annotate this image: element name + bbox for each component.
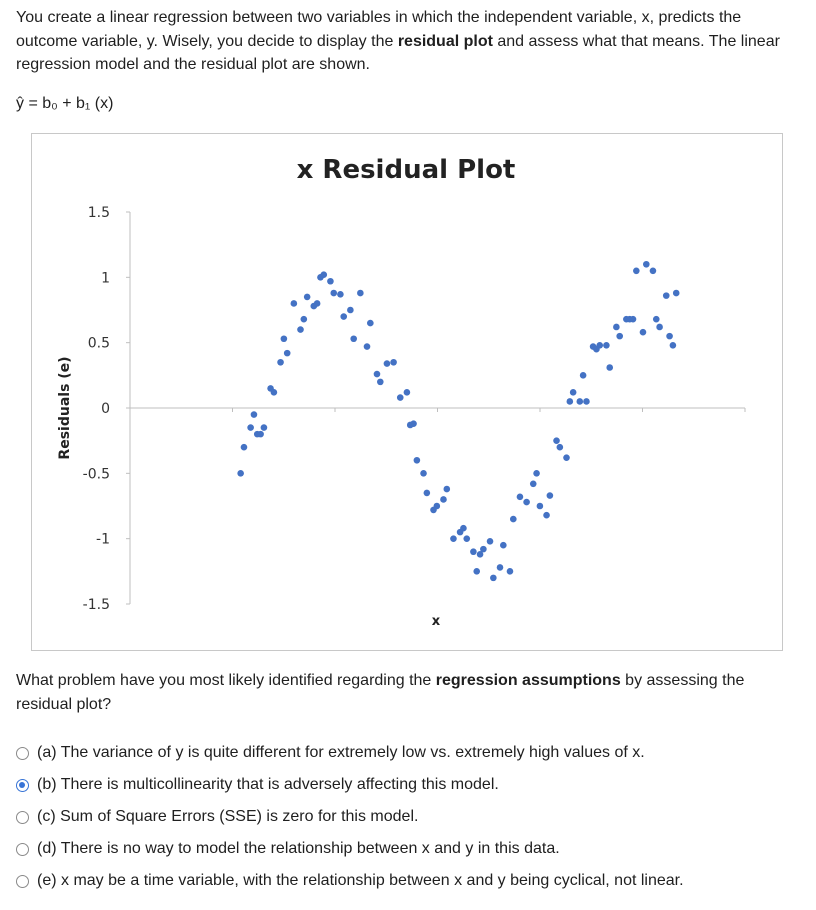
data-point	[463, 535, 470, 542]
data-point	[301, 316, 308, 323]
data-point	[507, 568, 514, 575]
data-points	[237, 261, 679, 581]
option-b-label: (b) There is multicollinearity that is adversely affecting this model.	[37, 776, 499, 793]
data-point	[653, 316, 660, 323]
data-point	[530, 480, 537, 487]
prompt-text-1: What problem have you most likely identified regarding the	[16, 672, 436, 689]
regression-formula: ŷ = b₀ + b₁ (x)	[16, 95, 114, 112]
data-point	[390, 359, 397, 366]
data-point	[247, 424, 254, 431]
data-point	[577, 398, 584, 405]
data-point	[553, 437, 560, 444]
x-axis-label: x	[431, 614, 441, 629]
option-d[interactable]	[16, 833, 684, 865]
y-tick-label: 0	[101, 401, 110, 417]
data-point	[327, 278, 334, 285]
data-point	[281, 335, 288, 342]
data-point	[271, 389, 278, 396]
data-point	[563, 454, 570, 461]
data-point	[347, 307, 354, 314]
data-point	[640, 329, 647, 336]
data-point	[470, 548, 477, 555]
data-point	[384, 360, 391, 367]
radio-c[interactable]	[16, 811, 29, 824]
data-point	[291, 300, 298, 307]
y-tick-label: -1	[96, 531, 110, 548]
data-point	[650, 268, 657, 275]
intro-text-2: and assess what that means. The linear regression model and the residual plot are shown.	[16, 32, 780, 73]
data-point	[630, 316, 637, 323]
data-point	[404, 389, 411, 396]
radio-d[interactable]	[16, 843, 29, 856]
data-point	[377, 379, 384, 386]
data-point	[533, 470, 540, 477]
answer-options	[16, 737, 684, 897]
data-point	[304, 294, 311, 301]
data-point	[547, 492, 554, 499]
data-point	[337, 291, 344, 298]
data-point	[284, 350, 291, 357]
y-tick-label: 0.5	[87, 335, 110, 352]
question-intro	[16, 6, 806, 77]
data-point	[666, 333, 673, 340]
data-point	[420, 470, 427, 477]
data-point	[414, 457, 421, 464]
data-point	[257, 431, 264, 438]
radio-a[interactable]	[16, 747, 29, 760]
data-point	[261, 424, 268, 431]
data-point	[357, 290, 364, 297]
option-d-label: (d) There is no way to model the relationship between x and y in this data.	[37, 840, 560, 857]
chart-svg	[32, 134, 784, 652]
data-point	[570, 389, 577, 396]
data-point	[643, 261, 650, 268]
data-point	[510, 516, 517, 523]
radio-e[interactable]	[16, 875, 29, 888]
question-prompt	[16, 669, 796, 716]
data-point	[410, 420, 417, 427]
option-c-label: (c) Sum of Square Errors (SSE) is zero for this model.	[37, 808, 419, 825]
data-point	[490, 575, 497, 582]
data-point	[450, 535, 457, 542]
data-point	[517, 494, 524, 501]
intro-bold-residual-plot: residual plot	[397, 32, 493, 50]
option-a[interactable]	[16, 737, 684, 769]
data-point	[606, 364, 613, 371]
data-point	[314, 300, 321, 307]
data-point	[320, 271, 327, 278]
y-tick-label: -0.5	[82, 466, 110, 483]
data-point	[580, 372, 587, 379]
data-point	[583, 398, 590, 405]
data-point	[613, 324, 620, 331]
y-tick-labels	[83, 205, 110, 613]
data-point	[500, 542, 507, 549]
radio-b[interactable]	[16, 779, 29, 792]
data-point	[543, 512, 550, 519]
y-tick-label: 1.5	[87, 205, 110, 221]
data-point	[440, 496, 447, 503]
option-e[interactable]	[16, 865, 684, 897]
data-point	[497, 564, 504, 571]
data-point	[367, 320, 374, 327]
data-point	[616, 333, 623, 340]
data-point	[364, 343, 371, 350]
data-point	[277, 359, 284, 366]
data-point	[374, 371, 381, 378]
chart-title: x Residual Plot	[296, 155, 516, 185]
data-point	[603, 342, 610, 349]
data-point	[397, 394, 404, 401]
data-point	[460, 525, 467, 532]
data-point	[487, 538, 494, 545]
residual-plot-chart	[31, 133, 783, 651]
option-a-label: (a) The variance of y is quite different for extremely low vs. extremely high values of x.	[37, 744, 645, 761]
option-c[interactable]	[16, 801, 684, 833]
data-point	[633, 268, 640, 275]
data-point	[251, 411, 258, 418]
data-point	[424, 490, 431, 497]
data-point	[241, 444, 248, 451]
data-point	[330, 290, 337, 297]
data-point	[596, 342, 603, 349]
data-point	[523, 499, 530, 506]
prompt-text-2: by assessing the residual plot?	[16, 672, 745, 713]
y-axis-label: Residuals (e)	[57, 356, 73, 460]
option-e-label: (e) x may be a time variable, with the relationship between x and y being cyclical, not linear.	[37, 872, 684, 889]
data-point	[237, 470, 244, 477]
data-point	[557, 444, 564, 451]
data-point	[340, 313, 347, 320]
data-point	[480, 546, 487, 553]
data-point	[673, 290, 680, 297]
data-point	[670, 342, 677, 349]
y-tick-label: 1	[101, 270, 110, 287]
data-point	[567, 398, 574, 405]
data-point	[444, 486, 451, 493]
prompt-bold-assumptions: regression assumptions	[435, 672, 621, 689]
data-point	[297, 326, 304, 333]
data-point	[434, 503, 441, 510]
data-point	[473, 568, 480, 575]
intro-text-1: You create a linear regression between two variables in which the independent variable, x, predicts the outcome variable, y. Wisely, you decide to display the	[16, 9, 742, 50]
data-point	[350, 335, 357, 342]
y-tick-label: -1.5	[82, 597, 110, 613]
data-point	[656, 324, 663, 331]
option-b[interactable]	[16, 769, 684, 801]
data-point	[663, 292, 670, 299]
data-point	[537, 503, 544, 510]
